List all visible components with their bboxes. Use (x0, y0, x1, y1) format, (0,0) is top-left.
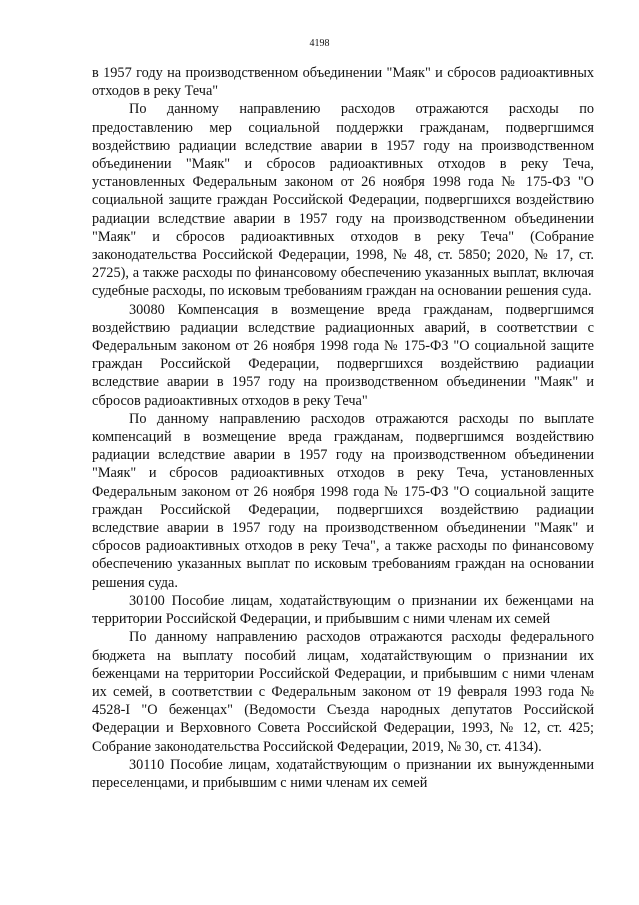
paragraph-description-30080: По данному направлению расходов отражаются расходы по выплате компенсаций в возмещение вреда гражданам, подвергшимся воздействию радиации вследствие аварии в 1957 году на производственном объединении "Маяк" и сбросов радиоактивных отходов в реку Теча, установленных Федеральным законом от 26 ноября 1998 года № 175-ФЗ "О социальной защите граждан Российской Федерации, подвергшихся воздействию радиации вследствие аварии в 1957 году на производственном объединении "Маяк" и сбросов радиоактивных отходов в реку Теча", а также расходы по финансовому обеспечению указанных выплат по исковым требованиям граждан на основании решения суда. (92, 410, 594, 591)
page-number: 4198 (309, 38, 330, 49)
paragraph-continuation: в 1957 году на производственном объединении "Маяк" и сбросов радиоактивных отходов в реку Теча" (92, 65, 594, 100)
paragraph-description-30100: По данному направлению расходов отражаются расходы федерального бюджета на выплату пособий лицам, ходатайствующим о признании их беженцами на территории Российской Федерации, и прибывшим с ними членам их семей, в соответствии с Федеральным законом от 19 февраля 1993 года № 4528-I "О беженцах" (Ведомости Съезда народных депутатов Российской Федерации и Верховного Совета Российской Федерации, 1993, № 12, ст. 425; Собрание законодательства Российской Федерации, 2019, № 30, ст. 4134). (92, 629, 594, 755)
paragraph-code-30110: 30110 Пособие лицам, ходатайствующим о признании их вынужденными переселенцами, и прибывшим с ними членам их семей (92, 756, 594, 791)
document-body (92, 64, 594, 792)
paragraph-code-30100: 30100 Пособие лицам, ходатайствующим о признании их беженцами на территории Российской Федерации, и прибывшим с ними членам их семей (92, 592, 594, 628)
paragraph-code-30080: 30080 Компенсация в возмещение вреда гражданам, подвергшимся воздействию радиации вследствие радиационных аварий, в соответствии с Федеральным законом от 26 ноября 1998 года № 175-ФЗ "О социальной защите граждан Российской Федерации, подвергшихся воздействию радиации вследствие аварии в 1957 году на производственном объединении "Маяк" и сбросов радиоактивных отходов в реку Теча" (92, 301, 594, 409)
paragraph-description-mayak-support: По данному направлению расходов отражаются расходы по предоставлению мер социальной поддержки гражданам, подвергшимся воздействию радиации вследствие аварии в 1957 году на производственном объединении "Маяк" и сбросов радиоактивных отходов в реку Теча, установленных Федеральным законом от 26 ноября 1998 года № 175-ФЗ "О социальной защите граждан Российской Федерации, подвергшихся воздействию радиации вследствие аварии в 1957 году на производственном объединении "Маяк" и сбросов радиоактивных отходов в реку Теча" (Собрание законодательства Российской Федерации, 1998, № 48, ст. 5850; 2020, № 17, ст. 2725), а также расходы по финансовому обеспечению указанных выплат, включая судебные расходы, по исковым требованиям граждан на основании решения суда. (92, 101, 594, 300)
